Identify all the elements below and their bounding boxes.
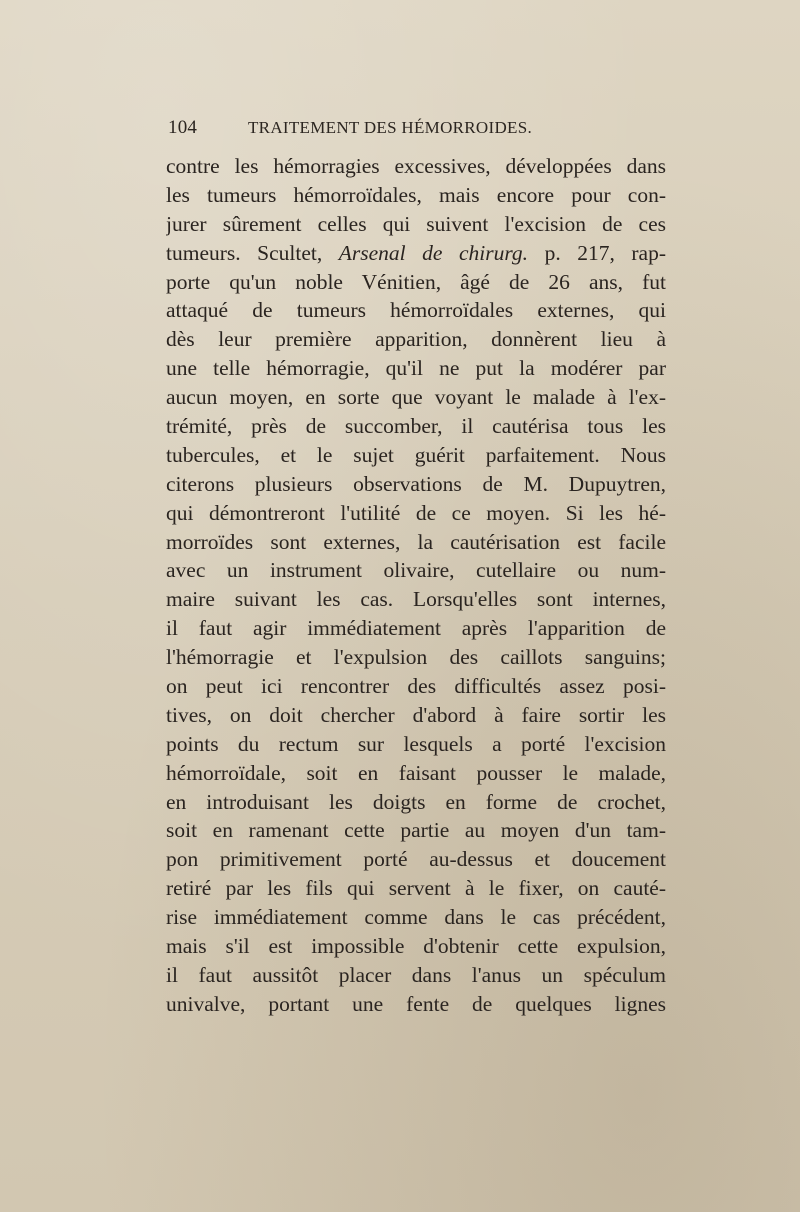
text-segment: maire suivant les cas. Lorsqu'elles sont internes,	[166, 587, 666, 612]
text-segment: on peut ici rencontrer des difficultés assez posi-	[166, 674, 666, 699]
text-segment: tumeurs. Scultet,	[166, 240, 339, 265]
text-line	[166, 354, 666, 383]
text-segment: aucun moyen, en sorte que voyant le malade à l'ex-	[166, 385, 666, 410]
text-line	[166, 268, 666, 297]
text-segment: mais s'il est impossible d'obtenir cette expulsion,	[166, 934, 666, 959]
text-segment: contre les hémorragies excessives, développées dans	[166, 154, 666, 178]
text-line	[166, 643, 666, 672]
body-text	[166, 152, 666, 1019]
text-segment: les tumeurs hémorroïdales, mais encore pour con-	[166, 182, 666, 207]
text-segment: dès leur première apparition, donnèrent lieu à	[166, 327, 666, 352]
text-line	[166, 470, 666, 499]
text-segment: citerons plusieurs observations de M. Dupuytren,	[166, 471, 666, 496]
text-line	[166, 845, 666, 874]
text-line	[166, 441, 666, 470]
text-segment: l'hémorragie et l'expulsion des caillots sanguins;	[166, 645, 666, 670]
text-line	[166, 730, 666, 759]
text-segment: rise immédiatement comme dans le cas précédent,	[166, 905, 666, 930]
page-header	[168, 117, 668, 143]
text-line	[166, 990, 666, 1019]
text-line	[166, 788, 666, 817]
text-line	[166, 701, 666, 730]
text-segment: avec un instrument olivaire, cutellaire ou num-	[166, 558, 666, 583]
text-line	[166, 556, 666, 585]
text-line	[166, 412, 666, 441]
page-number: 104	[168, 117, 198, 138]
running-title: TRAITEMENT DES HÉMORROIDES.	[248, 118, 533, 137]
text-segment: qui démontreront l'utilité de ce moyen. Si les hé-	[166, 500, 666, 525]
text-line	[166, 499, 666, 528]
text-line	[166, 874, 666, 903]
text-segment: morroïdes sont externes, la cautérisation est facile	[166, 529, 666, 554]
text-segment: jurer sûrement celles qui suivent l'excision de ces	[166, 211, 666, 236]
text-line	[166, 672, 666, 701]
text-segment: une telle hémorragie, qu'il ne put la modérer par	[166, 356, 666, 381]
text-line	[166, 383, 666, 412]
text-line	[166, 152, 666, 181]
text-segment: porte qu'un noble Vénitien, âgé de 26 ans, fut	[166, 269, 666, 294]
text-line	[166, 296, 666, 325]
text-line	[166, 614, 666, 643]
text-line	[166, 585, 666, 614]
text-line	[166, 932, 666, 961]
text-segment: univalve, portant une fente de quelques lignes	[166, 991, 666, 1016]
text-line	[166, 239, 666, 268]
text-segment: pon primitivement porté au-dessus et doucement	[166, 847, 666, 872]
text-segment: en introduisant les doigts en forme de crochet,	[166, 789, 666, 814]
text-segment: tives, on doit chercher d'abord à faire sortir les	[166, 702, 666, 727]
text-line	[166, 325, 666, 354]
text-segment: hémorroïdale, soit en faisant pousser le malade,	[166, 760, 666, 785]
text-line	[166, 528, 666, 557]
text-segment: tubercules, et le sujet guérit parfaitement. Nous	[166, 442, 666, 467]
text-segment: attaqué de tumeurs hémorroïdales externes, qui	[166, 298, 666, 323]
text-line	[166, 903, 666, 932]
text-segment: soit en ramenant cette partie au moyen d'un tam-	[166, 818, 666, 843]
text-line	[166, 961, 666, 990]
text-line	[166, 816, 666, 845]
text-segment: il faut agir immédiatement après l'apparition de	[166, 616, 666, 641]
text-line	[166, 181, 666, 210]
text-segment: il faut aussitôt placer dans l'anus un spéculum	[166, 962, 666, 987]
text-line	[166, 759, 666, 788]
text-segment: retiré par les fils qui servent à le fixer, on cauté-	[166, 876, 666, 901]
text-segment: points du rectum sur lesquels a porté l'excision	[166, 731, 666, 756]
text-segment: p. 217, rap-	[528, 240, 666, 265]
text-segment: trémité, près de succomber, il cautérisa tous les	[166, 414, 666, 439]
text-line	[166, 210, 666, 239]
italic-citation: Arsenal de chirurg.	[338, 240, 529, 265]
